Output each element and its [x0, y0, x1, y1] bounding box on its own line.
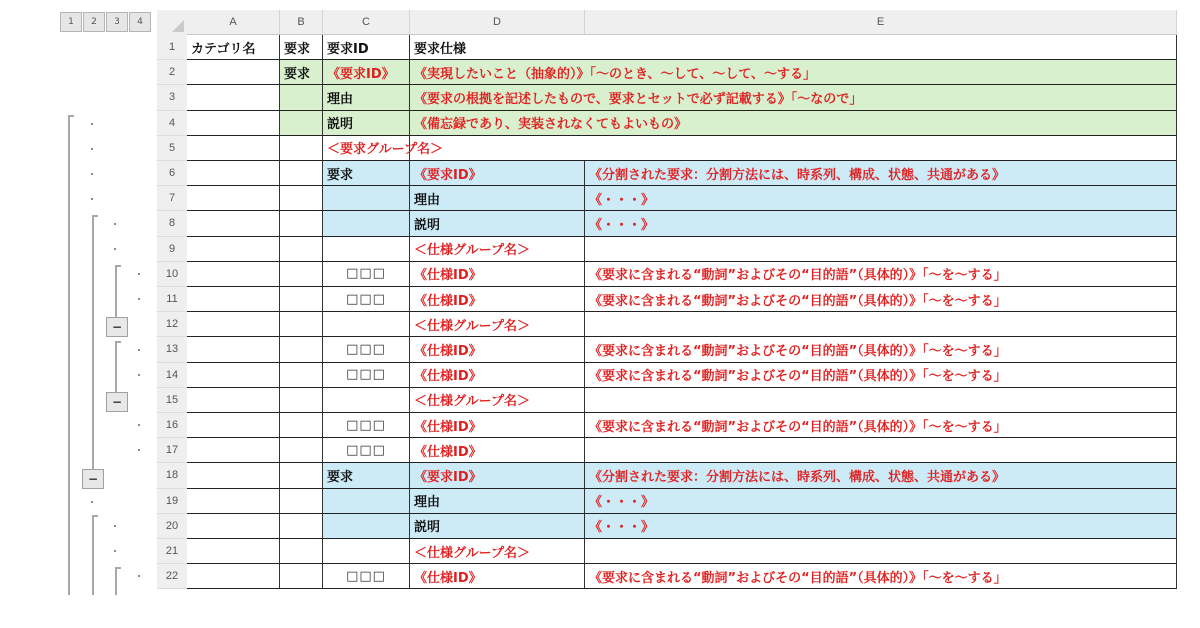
- cell-D18[interactable]: 《要求ID》: [410, 463, 585, 488]
- cell-A19[interactable]: [187, 489, 280, 514]
- cell-A22[interactable]: [187, 564, 280, 589]
- cell-D4[interactable]: 《備忘録であり、実装されなくてもよいもの》: [410, 111, 1177, 136]
- cell-C21[interactable]: [323, 539, 410, 564]
- cell-E8[interactable]: 《・・・》: [585, 211, 1177, 236]
- cell-B20[interactable]: [280, 514, 323, 539]
- cell-B3[interactable]: [280, 85, 323, 110]
- cell-A6[interactable]: [187, 161, 280, 186]
- cell-B9[interactable]: [280, 237, 323, 262]
- cell-C10[interactable]: □□□: [323, 262, 410, 287]
- outline-dot: [114, 223, 116, 225]
- row-header-18[interactable]: 18: [157, 463, 187, 488]
- cell-E19[interactable]: 《・・・》: [585, 489, 1177, 514]
- cell-C5[interactable]: ＜要求グループ名＞: [323, 136, 410, 161]
- column-header-B[interactable]: B: [280, 10, 323, 35]
- row-header-8[interactable]: 8: [157, 211, 187, 236]
- cell-A2[interactable]: [187, 60, 280, 85]
- outline-dot: [138, 349, 140, 351]
- cell-C9[interactable]: [323, 237, 410, 262]
- collapse-button-row18[interactable]: −: [82, 469, 104, 489]
- outline-level-4-button[interactable]: 4: [129, 12, 151, 32]
- cell-B2[interactable]: 要求: [280, 60, 323, 85]
- row-header-21[interactable]: 21: [157, 539, 187, 564]
- cell-D14[interactable]: 《仕様ID》: [410, 363, 585, 388]
- cell-B19[interactable]: [280, 489, 323, 514]
- cell-C2[interactable]: 《要求ID》: [323, 60, 410, 85]
- row-header-4[interactable]: 4: [157, 111, 187, 136]
- cell-A16[interactable]: [187, 413, 280, 438]
- row-header-22[interactable]: 22: [157, 564, 187, 589]
- cell-C11[interactable]: □□□: [323, 287, 410, 312]
- cell-B5[interactable]: [280, 136, 323, 161]
- outline-level-2-button[interactable]: 2: [83, 12, 105, 32]
- cell-D6[interactable]: 《要求ID》: [410, 161, 585, 186]
- cell-E9[interactable]: [585, 237, 1177, 262]
- cell-B8[interactable]: [280, 211, 323, 236]
- cell-A9[interactable]: [187, 237, 280, 262]
- outline-bracket-line-level3: [115, 265, 117, 317]
- cell-B10[interactable]: [280, 262, 323, 287]
- cell-A18[interactable]: [187, 463, 280, 488]
- cell-C19[interactable]: [323, 489, 410, 514]
- outline-dot: [138, 298, 140, 300]
- cell-B4[interactable]: [280, 111, 323, 136]
- cell-E12[interactable]: [585, 312, 1177, 337]
- cell-E16[interactable]: 《要求に含まれる“動詞”およびその“目的語”（具体的）》「～を～する」: [585, 413, 1177, 438]
- cell-D17[interactable]: 《仕様ID》: [410, 438, 585, 463]
- cell-D21[interactable]: ＜仕様グループ名＞: [410, 539, 585, 564]
- cell-D19[interactable]: 理由: [410, 489, 585, 514]
- cell-C20[interactable]: [323, 514, 410, 539]
- cell-C1[interactable]: 要求ID: [323, 35, 410, 60]
- outline-dot: [91, 501, 93, 503]
- cell-E7[interactable]: 《・・・》: [585, 186, 1177, 211]
- cell-A17[interactable]: [187, 438, 280, 463]
- cell-A21[interactable]: [187, 539, 280, 564]
- column-header-D[interactable]: D: [410, 10, 585, 35]
- cell-D20[interactable]: 説明: [410, 514, 585, 539]
- row-header-17[interactable]: 17: [157, 438, 187, 463]
- outline-dot: [91, 123, 93, 125]
- cell-C15[interactable]: [323, 388, 410, 413]
- row-header-7[interactable]: 7: [157, 186, 187, 211]
- cell-A12[interactable]: [187, 312, 280, 337]
- row-header-19[interactable]: 19: [157, 489, 187, 514]
- row-header-9[interactable]: 9: [157, 237, 187, 262]
- cell-C4[interactable]: 説明: [323, 111, 410, 136]
- cell-D3[interactable]: 《要求の根拠を記述したもので、要求とセットで必ず記載する》「～なので」: [410, 85, 1177, 110]
- cell-D13[interactable]: 《仕様ID》: [410, 337, 585, 362]
- cell-B22[interactable]: [280, 564, 323, 589]
- cell-E21[interactable]: [585, 539, 1177, 564]
- cell-D8[interactable]: 説明: [410, 211, 585, 236]
- cell-A11[interactable]: [187, 287, 280, 312]
- cell-C3[interactable]: 理由: [323, 85, 410, 110]
- cell-E13[interactable]: 《要求に含まれる“動詞”およびその“目的語”（具体的）》「～を～する」: [585, 337, 1177, 362]
- outline-dot: [91, 173, 93, 175]
- outline-bracket-line-level3: [115, 341, 117, 393]
- cell-C16[interactable]: □□□: [323, 413, 410, 438]
- cell-A13[interactable]: [187, 337, 280, 362]
- row-header-3[interactable]: 3: [157, 85, 187, 110]
- row-header-14[interactable]: 14: [157, 363, 187, 388]
- row-header-12[interactable]: 12: [157, 312, 187, 337]
- collapse-button-row12[interactable]: −: [106, 317, 128, 337]
- cell-C18[interactable]: 要求: [323, 463, 410, 488]
- outline-dot: [138, 374, 140, 376]
- row-header-13[interactable]: 13: [157, 337, 187, 362]
- cell-E10[interactable]: 《要求に含まれる“動詞”およびその“目的語”（具体的）》「～を～する」: [585, 262, 1177, 287]
- cell-A14[interactable]: [187, 363, 280, 388]
- cell-A7[interactable]: [187, 186, 280, 211]
- cell-D5[interactable]: [410, 136, 1177, 161]
- outline-dot: [114, 248, 116, 250]
- column-header-E[interactable]: E: [585, 10, 1177, 35]
- cell-D22[interactable]: 《仕様ID》: [410, 564, 585, 589]
- outline-dot: [114, 550, 116, 552]
- cell-A10[interactable]: [187, 262, 280, 287]
- cell-E22[interactable]: 《要求に含まれる“動詞”およびその“目的語”（具体的）》「～を～する」: [585, 564, 1177, 589]
- cell-D12[interactable]: ＜仕様グループ名＞: [410, 312, 585, 337]
- row-header-15[interactable]: 15: [157, 388, 187, 413]
- row-header-6[interactable]: 6: [157, 161, 187, 186]
- outline-dot: [91, 198, 93, 200]
- collapse-button-row15[interactable]: −: [106, 392, 128, 412]
- cell-D1[interactable]: 要求仕様: [410, 35, 1177, 60]
- cell-A8[interactable]: [187, 211, 280, 236]
- cell-A5[interactable]: [187, 136, 280, 161]
- cell-A20[interactable]: [187, 514, 280, 539]
- outline-level-buttons: [60, 12, 152, 32]
- row-header-16[interactable]: 16: [157, 413, 187, 438]
- cell-C7[interactable]: [323, 186, 410, 211]
- cell-C6[interactable]: 要求: [323, 161, 410, 186]
- row-header-5[interactable]: 5: [157, 136, 187, 161]
- row-header-20[interactable]: 20: [157, 514, 187, 539]
- cell-E18[interactable]: 《分割された要求：分割方法には、時系列、構成、状態、共通がある》: [585, 463, 1177, 488]
- cell-E17[interactable]: [585, 438, 1177, 463]
- outline-level-3-button[interactable]: 3: [106, 12, 128, 32]
- cell-B17[interactable]: [280, 438, 323, 463]
- cell-D9[interactable]: ＜仕様グループ名＞: [410, 237, 585, 262]
- column-header-A[interactable]: A: [187, 10, 280, 35]
- outline-dot: [91, 148, 93, 150]
- outline-dot: [114, 525, 116, 527]
- cell-A4[interactable]: [187, 111, 280, 136]
- outline-bracket-line-level1: [68, 115, 70, 595]
- outline-dot: [138, 449, 140, 451]
- row-header-2[interactable]: 2: [157, 60, 187, 85]
- outline-dot: [138, 273, 140, 275]
- cell-A3[interactable]: [187, 85, 280, 110]
- cell-E11[interactable]: 《要求に含まれる“動詞”およびその“目的語”（具体的）》「～を～する」: [585, 287, 1177, 312]
- column-header-C[interactable]: C: [323, 10, 410, 35]
- cell-C14[interactable]: □□□: [323, 363, 410, 388]
- cell-E14[interactable]: 《要求に含まれる“動詞”およびその“目的語”（具体的）》「～を～する」: [585, 363, 1177, 388]
- cell-B18[interactable]: [280, 463, 323, 488]
- select-all-corner[interactable]: [157, 10, 187, 36]
- outline-dot: [138, 575, 140, 577]
- cell-B7[interactable]: [280, 186, 323, 211]
- outline-bracket-line-level2: [92, 515, 94, 595]
- outline-dot: [138, 424, 140, 426]
- cell-E15[interactable]: [585, 388, 1177, 413]
- cell-C22[interactable]: □□□: [323, 564, 410, 589]
- cell-B15[interactable]: [280, 388, 323, 413]
- outline-gutter: [0, 35, 157, 595]
- cell-B21[interactable]: [280, 539, 323, 564]
- cell-C12[interactable]: [323, 312, 410, 337]
- cell-C8[interactable]: [323, 211, 410, 236]
- row-header-11[interactable]: 11: [157, 287, 187, 312]
- cell-A1[interactable]: カテゴリ名: [187, 35, 280, 60]
- outline-bracket-line-level2: [92, 215, 94, 470]
- outline-bracket-line-level3: [115, 567, 117, 595]
- cell-C17[interactable]: □□□: [323, 438, 410, 463]
- cell-D7[interactable]: 理由: [410, 186, 585, 211]
- cell-B13[interactable]: [280, 337, 323, 362]
- cell-D16[interactable]: 《仕様ID》: [410, 413, 585, 438]
- row-header-10[interactable]: 10: [157, 262, 187, 287]
- cell-C13[interactable]: □□□: [323, 337, 410, 362]
- cell-B6[interactable]: [280, 161, 323, 186]
- cell-B16[interactable]: [280, 413, 323, 438]
- cell-A15[interactable]: [187, 388, 280, 413]
- cell-E20[interactable]: 《・・・》: [585, 514, 1177, 539]
- cell-D15[interactable]: ＜仕様グループ名＞: [410, 388, 585, 413]
- row-header-1[interactable]: 1: [157, 35, 187, 60]
- cell-D10[interactable]: 《仕様ID》: [410, 262, 585, 287]
- cell-B14[interactable]: [280, 363, 323, 388]
- cell-D2[interactable]: 《実現したいこと（抽象的）》「～のとき、～して、～して、～する」: [410, 60, 1177, 85]
- cell-E6[interactable]: 《分割された要求：分割方法には、時系列、構成、状態、共通がある》: [585, 161, 1177, 186]
- cell-B11[interactable]: [280, 287, 323, 312]
- cell-B12[interactable]: [280, 312, 323, 337]
- outline-level-1-button[interactable]: 1: [60, 12, 82, 32]
- cell-B1[interactable]: 要求: [280, 35, 323, 60]
- cell-D11[interactable]: 《仕様ID》: [410, 287, 585, 312]
